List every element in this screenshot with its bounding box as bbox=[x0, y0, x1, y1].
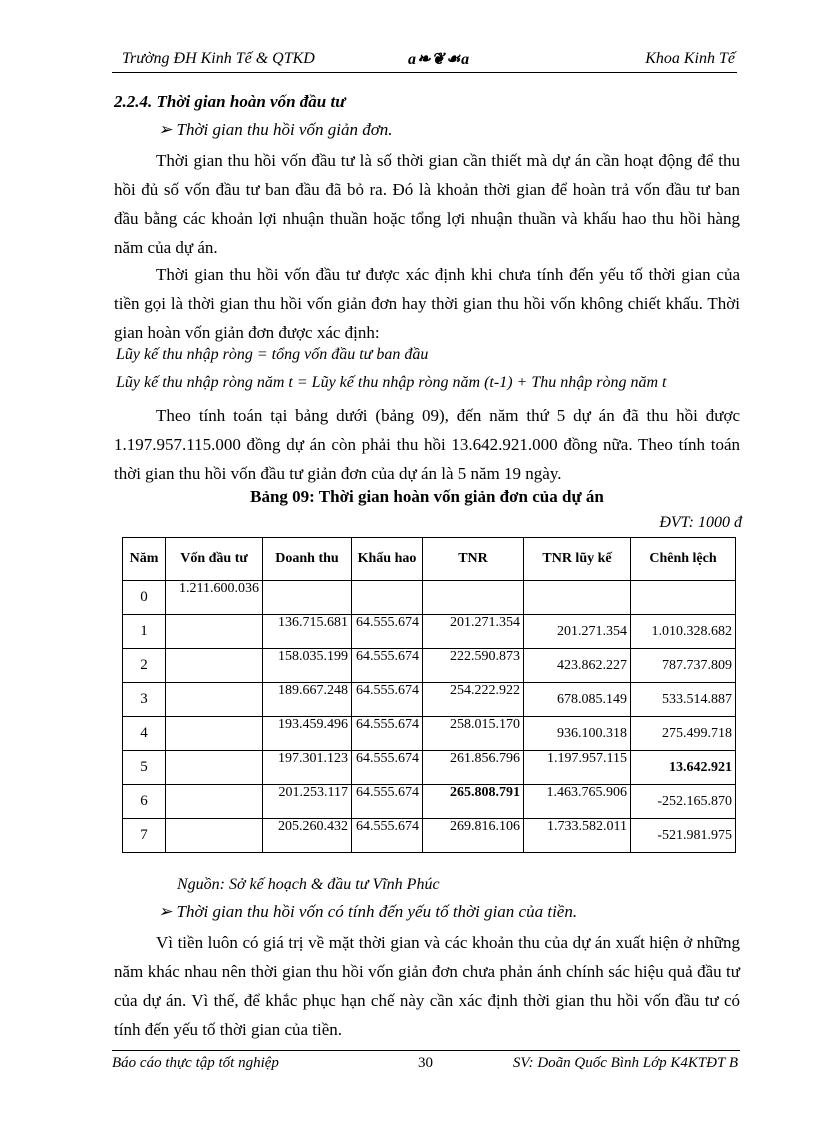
tnr-cell: 269.816.106 bbox=[423, 819, 524, 853]
difference-cell: 275.499.718 bbox=[631, 717, 736, 751]
depreciation-cell: 64.555.674 bbox=[352, 649, 423, 683]
depreciation-cell: 64.555.674 bbox=[352, 615, 423, 649]
table-row bbox=[123, 819, 736, 853]
depreciation-cell: 64.555.674 bbox=[352, 683, 423, 717]
difference-cell: 787.737.809 bbox=[631, 649, 736, 683]
investment-cell bbox=[166, 649, 263, 683]
year-cell: 0 bbox=[123, 581, 166, 615]
table-row bbox=[123, 717, 736, 751]
revenue-cell: 189.667.248 bbox=[263, 683, 352, 717]
table-row bbox=[123, 785, 736, 819]
header-cell: TNR lũy kế bbox=[524, 538, 631, 581]
page-header bbox=[112, 46, 737, 73]
header-cell: Vốn đầu tư bbox=[166, 538, 263, 581]
bullet-simple-payback-text: Thời gian thu hồi vốn giản đơn. bbox=[176, 120, 393, 139]
revenue-cell: 158.035.199 bbox=[263, 649, 352, 683]
paragraph-discounted: Vì tiền luôn có giá trị về mặt thời gian và các khoản thu của dự án xuất hiện ở những năm khác nhau nên thời gian thu hồi vốn giản đơn chưa phản ánh chính sác hiệu quả đầu tư của dự án. Vì thế, để khắc phục hạn chế này cần xác định thời gian thu hồi vốn đầu tư có tính đến yếu tố thời gian của tiền. bbox=[114, 933, 740, 1039]
difference-cell: 1.010.328.682 bbox=[631, 615, 736, 649]
revenue-cell: 193.459.496 bbox=[263, 717, 352, 751]
tnr-cell: 222.590.873 bbox=[423, 649, 524, 683]
tnr-cumulative-cell: 1.197.957.115 bbox=[524, 751, 631, 785]
year-cell: 5 bbox=[123, 751, 166, 785]
difference-cell: 533.514.887 bbox=[631, 683, 736, 717]
bullet-discounted-payback bbox=[158, 902, 577, 922]
bullet-simple-payback bbox=[158, 120, 393, 140]
tnr-cumulative-cell bbox=[524, 581, 631, 615]
tnr-cumulative-cell: 423.862.227 bbox=[524, 649, 631, 683]
tnr-cumulative-cell: 1.463.765.906 bbox=[524, 785, 631, 819]
difference-cell: 13.642.921 bbox=[631, 751, 736, 785]
depreciation-cell: 64.555.674 bbox=[352, 717, 423, 751]
table-row bbox=[123, 649, 736, 683]
payback-table bbox=[122, 537, 736, 853]
page-footer bbox=[112, 1050, 740, 1071]
depreciation-cell: 64.555.674 bbox=[352, 751, 423, 785]
header-cell: Chênh lệch bbox=[631, 538, 736, 581]
tnr-cell: 258.015.170 bbox=[423, 717, 524, 751]
year-cell: 2 bbox=[123, 649, 166, 683]
header-cell: Năm bbox=[123, 538, 166, 581]
paragraph-definition: Thời gian thu hồi vốn đầu tư là số thời gian cần thiết mà dự án cần hoạt động để thu hồi đủ số vốn đầu tư ban đầu đã bỏ ra. Đó là khoản thời gian để hoàn trả vốn đầu tư ban đầu bằng các khoản lợi nhuận thuần hoặc tổng lợi nhuận thuần và khấu hao thu hồi hàng năm của dự án. bbox=[114, 151, 740, 257]
table-row bbox=[123, 615, 736, 649]
year-cell: 3 bbox=[123, 683, 166, 717]
revenue-cell: 205.260.432 bbox=[263, 819, 352, 853]
revenue-cell: 136.715.681 bbox=[263, 615, 352, 649]
header-cell: Doanh thu bbox=[263, 538, 352, 581]
paragraph-calculation: Theo tính toán tại bảng dưới (bảng 09), đến năm thứ 5 dự án đã thu hồi được 1.197.957.115.000 đồng dự án còn phải thu hồi 13.642.921.000 đồng nữa. Theo tính toán thời gian thu hồi vốn đầu tư giản đơn của dự án là 5 năm 19 ngày. bbox=[114, 406, 740, 483]
table-row bbox=[123, 581, 736, 615]
tnr-cell: 265.808.791 bbox=[423, 785, 524, 819]
table-row bbox=[123, 683, 736, 717]
year-cell: 7 bbox=[123, 819, 166, 853]
tnr-cumulative-cell: 678.085.149 bbox=[524, 683, 631, 717]
difference-cell: -521.981.975 bbox=[631, 819, 736, 853]
difference-cell: -252.165.870 bbox=[631, 785, 736, 819]
table-title: Bảng 09: Thời gian hoàn vốn giản đơn của dự án bbox=[250, 487, 604, 506]
investment-cell bbox=[166, 615, 263, 649]
table-header-row bbox=[123, 538, 736, 581]
arrow-bullet-icon: ➢ bbox=[158, 902, 177, 921]
year-cell: 1 bbox=[123, 615, 166, 649]
revenue-cell bbox=[263, 581, 352, 615]
header-faculty: Khoa Kinh Tế bbox=[645, 50, 735, 67]
paragraph-simple-payback: Thời gian thu hồi vốn đầu tư được xác định khi chưa tính đến yếu tố thời gian của tiền gọi là thời gian thu hồi vốn giản đơn hay thời gian thu hồi vốn không chiết khấu. Thời gian hoàn vốn giản đơn được xác định: bbox=[114, 265, 740, 342]
header-school: Trường ĐH Kinh Tế & QTKD bbox=[122, 50, 315, 67]
revenue-cell: 201.253.117 bbox=[263, 785, 352, 819]
investment-cell bbox=[166, 683, 263, 717]
header-ornament: a❧❦☙a bbox=[408, 51, 471, 68]
difference-cell bbox=[631, 581, 736, 615]
tnr-cumulative-cell: 936.100.318 bbox=[524, 717, 631, 751]
formula-cumulative-year: Lũy kế thu nhập ròng năm t = Lũy kế thu nhập ròng năm (t-1) + Thu nhập ròng năm t bbox=[116, 374, 667, 391]
investment-cell bbox=[166, 785, 263, 819]
arrow-bullet-icon: ➢ bbox=[158, 120, 177, 139]
table-row bbox=[123, 751, 736, 785]
depreciation-cell: 64.555.674 bbox=[352, 819, 423, 853]
tnr-cell: 201.271.354 bbox=[423, 615, 524, 649]
table-unit: ĐVT: 1000 đ bbox=[659, 514, 742, 531]
revenue-cell: 197.301.123 bbox=[263, 751, 352, 785]
tnr-cell: 254.222.922 bbox=[423, 683, 524, 717]
tnr-cell bbox=[423, 581, 524, 615]
table-source: Nguồn: Sở kế hoạch & đầu tư Vĩnh Phúc bbox=[177, 876, 440, 893]
header-cell: Khấu hao bbox=[352, 538, 423, 581]
formula-cumulative: Lũy kế thu nhập ròng = tổng vốn đầu tư ban đầu bbox=[116, 346, 429, 363]
header-cell: TNR bbox=[423, 538, 524, 581]
year-cell: 4 bbox=[123, 717, 166, 751]
section-title: 2.2.4. Thời gian hoàn vốn đầu tư bbox=[114, 92, 346, 111]
investment-cell bbox=[166, 751, 263, 785]
footer-student: SV: Doãn Quốc Bình Lớp K4KTĐT B bbox=[512, 1055, 738, 1071]
tnr-cell: 261.856.796 bbox=[423, 751, 524, 785]
depreciation-cell: 64.555.674 bbox=[352, 785, 423, 819]
year-cell: 6 bbox=[123, 785, 166, 819]
tnr-cumulative-cell: 1.733.582.011 bbox=[524, 819, 631, 853]
depreciation-cell bbox=[352, 581, 423, 615]
investment-cell bbox=[166, 819, 263, 853]
investment-cell: 1.211.600.036 bbox=[166, 581, 263, 615]
footer-report-title: Báo cáo thực tập tốt nghiệp bbox=[112, 1055, 279, 1071]
investment-cell bbox=[166, 717, 263, 751]
page-number: 30 bbox=[418, 1055, 433, 1071]
bullet-discounted-payback-text: Thời gian thu hồi vốn có tính đến yếu tố thời gian của tiền. bbox=[176, 902, 578, 921]
tnr-cumulative-cell: 201.271.354 bbox=[524, 615, 631, 649]
